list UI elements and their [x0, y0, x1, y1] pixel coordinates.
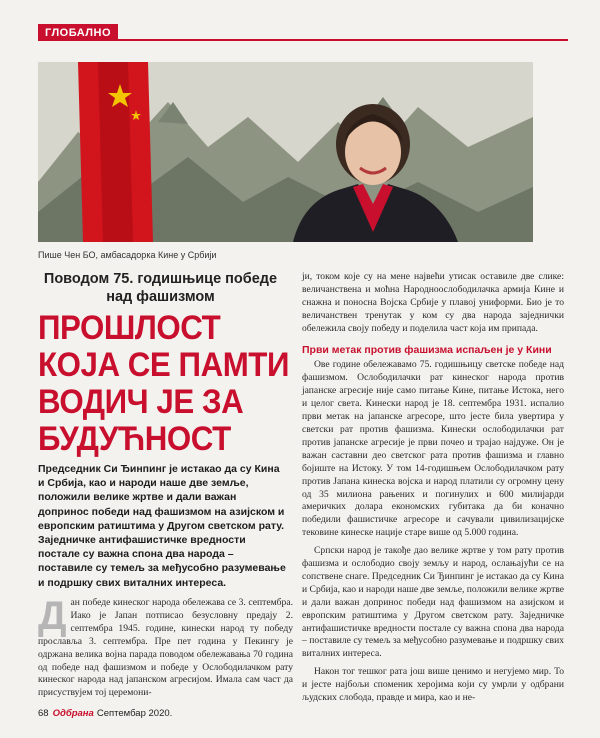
headline-line: БУДУЋНОСТ: [38, 420, 231, 458]
body-paragraph: Након тог тешког рата још више ценимо и негујемо мир. То и јесте најбољи споменик херојима који су умрли у одбрани људских слобода, правде и мира, као и не-: [302, 666, 564, 704]
headline: [38, 309, 289, 458]
issue-date: Септембар 2020.: [96, 708, 173, 719]
ambassador-photo-illustration: [38, 62, 533, 242]
body-paragraph: Ове године обележавамо 75. годишњицу светске победе над фашизмом. Ослободилачки рат кинеског народа против јапанске агресије није само питање Кине, питање Истока, него и целог света. Кинески народ је 18. септембра 1931. испалио први метак на јапанске агресоре, што јесте била увертира у светски рат против фашизма. Кинески ослободилачки рат против јапанске агресије је први почео и трајао најдуже. Он је важан саставни део светског рата против фашизма и главно бојиште на Истоку. У том 14-годишњем Ослободилачком рату против Јапана кинеска војска и народ платили су огромну цену од 35 милиона рањених и погинулих и 600 милијарди америчких долара економских губитака да би коначно победили фашистичке агресоре и сачували цивилизацијске тековине кинеске нације старе више од 5.000 година.: [302, 359, 564, 539]
article-deck: Председник Си Ђинпинг је истакао да су Кина и Србија, као и народи наше две земље, положили велике жртве и дали важан допринос победи над фашизмом на азијском и европским ратиштима у Другом светском рату. Заједничке антифашистичке вредности постале су важна спона два народа – поставиле су темељ за међусобно разумевање и подршку свих виталних интереса.: [38, 463, 286, 589]
headline-line: КОЈА СЕ ПАМТИ: [38, 346, 289, 384]
left-body-text: ан победе кинеског народа обележава се 3. септембра. Иако је Јапан потписао безусловну предају 2. септембра 1945. године, кинески народ ту победу прославља 3. септембра. Пре пет година у Пекингу је одржана велика војна парада поводом обележавања 70 година од победе над фашизмом и победе у Ослободилачком рату кинеског народа над јапанском агресијом. Имала сам част да присуствујем тој церемони-: [38, 597, 293, 699]
drop-cap: Д: [38, 594, 67, 638]
kicker: Поводом 75. годишњице победе над фашизмом: [43, 271, 278, 305]
headline-line: ВОДИЧ ЈЕ ЗА: [38, 383, 244, 421]
body-paragraph: Српски народ је такође дао велике жртве у том рату против фашизма и ослободио своју земљу и народ, ослањајући се на сопствене снаге. Председник Си Ђинпинг је истакао да су Кина и Србија, као и народи наше две земље, положили велике жртве и дали важан допринос победи над фашизмом на азијском и европским ратиштима у Другом светском рату. Заједничке антифашистичке вредности постале су важна спона два народа – поставиле су темељ за међусобно разумевање и подршку свих виталних интереса.: [302, 545, 564, 660]
article-photo: [38, 62, 533, 242]
page-number: 68: [38, 708, 49, 719]
subheading: Први метак против фашизма испаљен је у Кини: [302, 343, 552, 356]
photo-caption: Пише Чен БО, амбасадорка Кине у Србији: [38, 250, 217, 260]
left-column-body: [38, 594, 293, 700]
section-rule: [38, 39, 568, 41]
right-column: [302, 271, 564, 710]
headline-line: ПРОШЛОСТ: [38, 309, 221, 347]
page-footer: [38, 708, 172, 719]
magazine-name: Одбрана: [52, 708, 94, 719]
section-label: ГЛОБАЛНО: [38, 24, 118, 41]
body-paragraph: ји, током које су на мене највећи утисак оставиле две слике: величанствена и моћна Народноослободилачка армија Кине и снажна и поносна Војска Србије у плавој униформи. Био је то величанствен тренутак у ком су два народа заједнички обележила своју победу и поделила част која им припада.: [302, 271, 564, 334]
